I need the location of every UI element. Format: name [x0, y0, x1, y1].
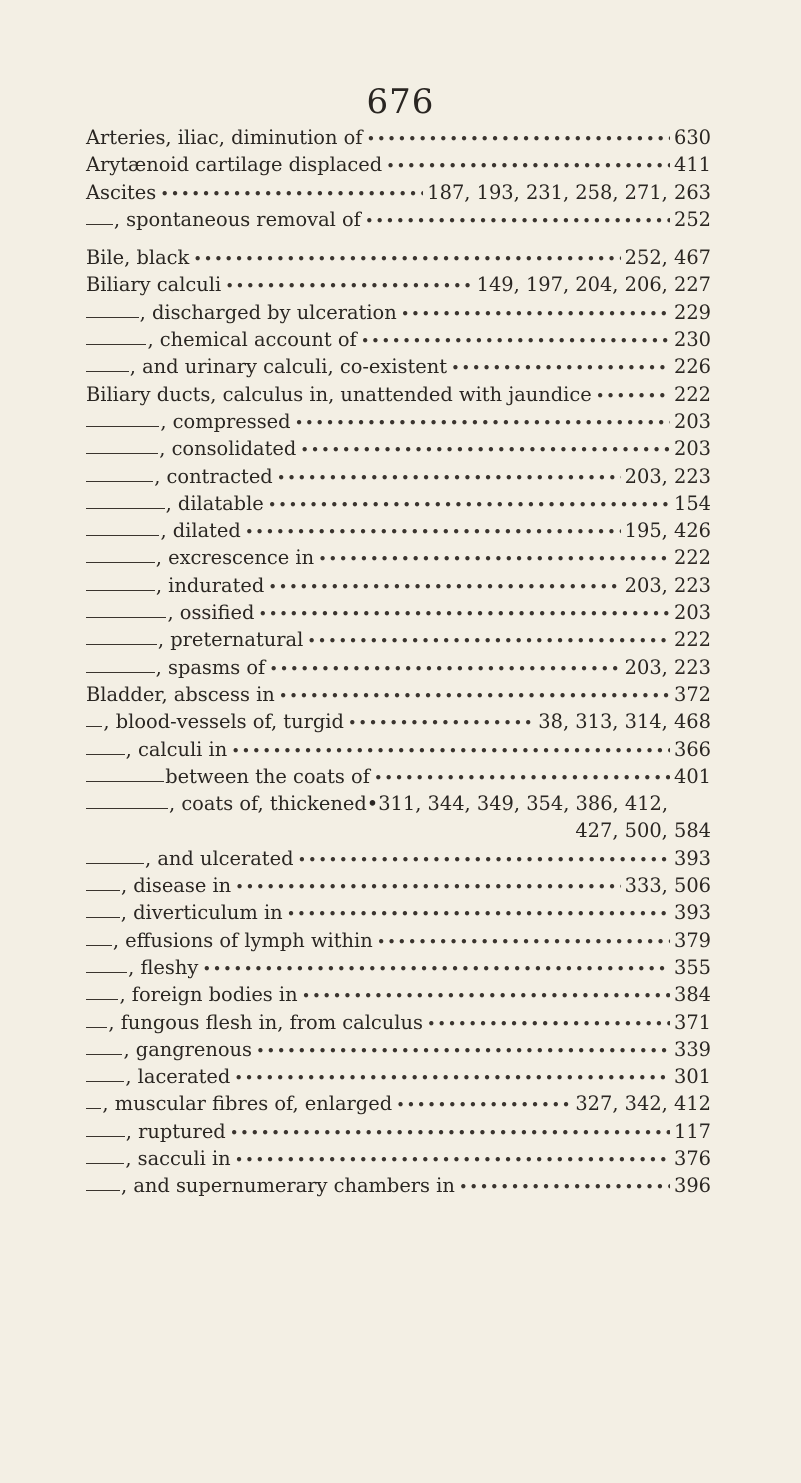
dot-leader	[427, 1011, 670, 1038]
entry-pages: 203, 223	[624, 464, 711, 488]
entry-text: between the coats of	[165, 764, 370, 788]
repeat-dash	[86, 224, 113, 225]
index-entry	[86, 244, 711, 271]
index-entry	[86, 817, 711, 844]
entry-text: , gangrenous	[123, 1037, 253, 1061]
entry-pages: 411	[673, 153, 711, 177]
index-entry	[86, 845, 711, 872]
page-number: 676	[366, 82, 435, 122]
entry-pages: 376	[673, 1146, 711, 1170]
repeat-dash	[86, 781, 164, 782]
entry-text: , fleshy	[128, 955, 199, 979]
dot-leader	[361, 328, 670, 355]
entry-text: , coats of, thickened•311, 344, 349, 354, 386, 412,	[169, 792, 669, 816]
entry-text: Bile, black	[86, 246, 190, 270]
repeat-dash	[86, 890, 120, 891]
dot-leader	[160, 181, 423, 208]
index-entry	[86, 1090, 711, 1117]
entry-text: , preternatural	[157, 628, 304, 652]
repeat-dash	[86, 562, 155, 563]
entry-text: , lacerated	[125, 1065, 231, 1089]
entry-pages: 427, 500, 584	[575, 819, 711, 843]
entry-text: , discharged by ulceration	[139, 300, 397, 324]
entry-text: , excrescence in	[155, 546, 315, 570]
index-entry	[86, 299, 711, 326]
repeat-dash	[86, 1054, 122, 1055]
repeat-dash	[86, 1108, 101, 1109]
entry-pages: 203	[673, 409, 711, 433]
entry-pages: 366	[673, 737, 711, 761]
index-entry	[86, 927, 711, 954]
repeat-dash	[86, 1027, 107, 1028]
index-entry	[86, 435, 711, 462]
entry-pages: 149, 197, 204, 206, 227	[476, 273, 711, 297]
repeat-dash	[86, 617, 166, 618]
entry-text: , foreign bodies in	[119, 983, 298, 1007]
dot-leader	[235, 874, 620, 901]
repeat-dash	[86, 508, 165, 509]
repeat-dash	[86, 945, 112, 946]
entry-text: , spontaneous removal of	[113, 207, 361, 231]
dot-leader	[295, 410, 670, 437]
entry-pages: 372	[673, 682, 711, 706]
repeat-dash	[86, 344, 146, 345]
index-entry	[86, 1009, 711, 1036]
index-entry	[86, 654, 711, 681]
index-entry	[86, 954, 711, 981]
entry-pages: 630	[673, 126, 711, 149]
index-entry	[86, 681, 711, 708]
entry-text: , and supernumerary chambers in	[121, 1174, 455, 1198]
entry-pages: 393	[673, 901, 711, 925]
repeat-dash	[86, 672, 155, 673]
entry-text: , spasms of	[155, 655, 266, 679]
dot-leader	[302, 983, 670, 1010]
dot-leader	[235, 1147, 670, 1174]
index-entry	[86, 1036, 711, 1063]
repeat-dash	[86, 1081, 124, 1082]
entry-text: , fungous flesh in, from calculus	[108, 1010, 423, 1034]
repeat-dash	[86, 1163, 124, 1164]
entry-text: , and ulcerated	[145, 846, 294, 870]
repeat-dash	[86, 863, 144, 864]
repeat-dash	[86, 917, 120, 918]
entry-pages: 222	[673, 382, 711, 406]
dot-leader	[459, 1174, 670, 1201]
dot-leader	[307, 628, 670, 655]
entry-pages: 222	[673, 546, 711, 570]
entry-text: , muscular fibres of, enlarged	[102, 1092, 393, 1116]
dot-leader	[193, 246, 620, 273]
repeat-dash	[86, 972, 127, 973]
entry-text: Bladder, abscess in	[86, 682, 275, 706]
entry-text: , contracted	[154, 464, 273, 488]
entry-text: Ascites	[86, 180, 157, 204]
dot-leader	[401, 301, 670, 328]
repeat-dash	[86, 726, 102, 727]
dot-leader	[258, 601, 670, 628]
entry-pages: 203, 223	[624, 655, 711, 679]
dot-leader	[279, 683, 670, 710]
entry-text: Biliary ducts, calculus in, unattended with jaundice	[86, 382, 592, 406]
entry-text: , dilated	[160, 519, 241, 543]
dot-leader	[298, 847, 670, 874]
entry-pages: 38, 313, 314, 468	[538, 710, 711, 734]
index-entry	[86, 1145, 711, 1172]
index-entry	[86, 381, 711, 408]
entry-pages: 339	[673, 1037, 711, 1061]
dot-leader	[300, 437, 670, 464]
entry-text: , compressed	[160, 409, 291, 433]
dot-leader	[277, 465, 621, 492]
entry-text: , sacculi in	[125, 1146, 231, 1170]
dot-leader	[318, 546, 670, 573]
repeat-dash	[86, 426, 159, 427]
dot-leader	[377, 929, 670, 956]
index-entry	[86, 708, 711, 735]
dot-leader	[234, 1065, 670, 1092]
entry-pages: 355	[673, 955, 711, 979]
entry-pages: 229	[673, 300, 711, 324]
repeat-dash	[86, 808, 168, 809]
index-entry	[86, 124, 711, 151]
dot-leader	[268, 574, 620, 601]
index-entry	[86, 790, 711, 817]
entry-text: , indurated	[155, 573, 265, 597]
dot-leader	[348, 710, 534, 737]
entry-text: Arteries, iliac, diminution of	[86, 126, 363, 149]
entry-pages: 401	[673, 764, 711, 788]
dot-leader	[269, 656, 620, 683]
dot-leader	[386, 153, 670, 180]
dot-leader	[230, 1120, 670, 1147]
entry-pages: 393	[673, 846, 711, 870]
entry-pages: 203	[673, 437, 711, 461]
repeat-dash	[86, 453, 158, 454]
dot-leader	[231, 738, 670, 765]
index-entry	[86, 981, 711, 1008]
index-entry	[86, 271, 711, 298]
dot-leader	[451, 355, 670, 382]
index-entry	[86, 1172, 711, 1199]
index-entry	[86, 206, 711, 233]
index-entry	[86, 544, 711, 571]
entry-text: , blood-vessels of, turgid	[103, 710, 344, 734]
entry-pages: 187, 193, 231, 258, 271, 263	[427, 180, 711, 204]
dot-leader	[596, 383, 670, 410]
entry-text: Biliary calculi	[86, 273, 222, 297]
index-entry	[86, 763, 711, 790]
repeat-dash	[86, 535, 159, 536]
index-list	[86, 124, 711, 1200]
repeat-dash	[86, 590, 155, 591]
entry-text: , chemical account of	[147, 328, 357, 352]
index-entry	[86, 463, 711, 490]
dot-leader	[202, 956, 670, 983]
entry-text: , dilatable	[165, 491, 264, 515]
dot-leader	[396, 1092, 571, 1119]
entry-pages: 252	[673, 207, 711, 231]
repeat-dash	[86, 999, 118, 1000]
dot-leader	[245, 519, 621, 546]
entry-pages: 222	[673, 628, 711, 652]
repeat-dash	[86, 1190, 120, 1191]
entry-text: , calculi in	[125, 737, 228, 761]
dot-leader	[268, 492, 670, 519]
entry-text: , consolidated	[159, 437, 297, 461]
entry-pages: 384	[673, 983, 711, 1007]
entry-pages: 252, 467	[624, 246, 711, 270]
entry-text: , ruptured	[125, 1119, 226, 1143]
entry-pages: 203	[673, 601, 711, 625]
entry-pages: 154	[673, 491, 711, 515]
index-entry	[86, 326, 711, 353]
index-entry	[86, 151, 711, 178]
dot-leader	[256, 1038, 670, 1065]
index-entry	[86, 872, 711, 899]
repeat-dash	[86, 1136, 125, 1137]
index-entry	[86, 899, 711, 926]
dot-leader	[287, 901, 670, 928]
entry-text: , disease in	[120, 874, 232, 898]
index-entry	[86, 1063, 711, 1090]
dot-leader	[365, 208, 670, 235]
repeat-dash	[86, 644, 157, 645]
index-entry	[86, 572, 711, 599]
entry-pages: 371	[673, 1010, 711, 1034]
entry-text: Arytænoid cartilage displaced	[86, 153, 383, 177]
index-entry	[86, 179, 711, 206]
index-entry	[86, 626, 711, 653]
repeat-dash	[86, 481, 153, 482]
dot-leader	[366, 126, 670, 153]
entry-text: , and urinary calculi, co-existent	[129, 355, 448, 379]
entry-text: , diverticulum in	[120, 901, 283, 925]
entry-text: , ossified	[167, 601, 255, 625]
entry-pages: 327, 342, 412	[575, 1092, 711, 1116]
entry-pages: 226	[673, 355, 711, 379]
entry-pages: 396	[673, 1174, 711, 1198]
index-entry	[86, 517, 711, 544]
index-entry	[86, 1118, 711, 1145]
entry-pages: 230	[673, 328, 711, 352]
repeat-dash	[86, 317, 139, 318]
entry-pages: 195, 426	[624, 519, 711, 543]
repeat-dash	[86, 371, 129, 372]
entry-pages: 117	[673, 1119, 711, 1143]
entry-text: , effusions of lymph within	[112, 928, 373, 952]
entry-pages: 301	[673, 1065, 711, 1089]
entry-pages: 379	[673, 928, 711, 952]
dot-leader	[225, 273, 472, 300]
dot-leader	[374, 765, 670, 792]
index-entry	[86, 490, 711, 517]
index-entry	[86, 736, 711, 763]
entry-pages: 203, 223	[624, 573, 711, 597]
repeat-dash	[86, 754, 125, 755]
index-entry	[86, 353, 711, 380]
index-entry	[86, 599, 711, 626]
index-entry	[86, 408, 711, 435]
entry-pages: 333, 506	[624, 874, 711, 898]
